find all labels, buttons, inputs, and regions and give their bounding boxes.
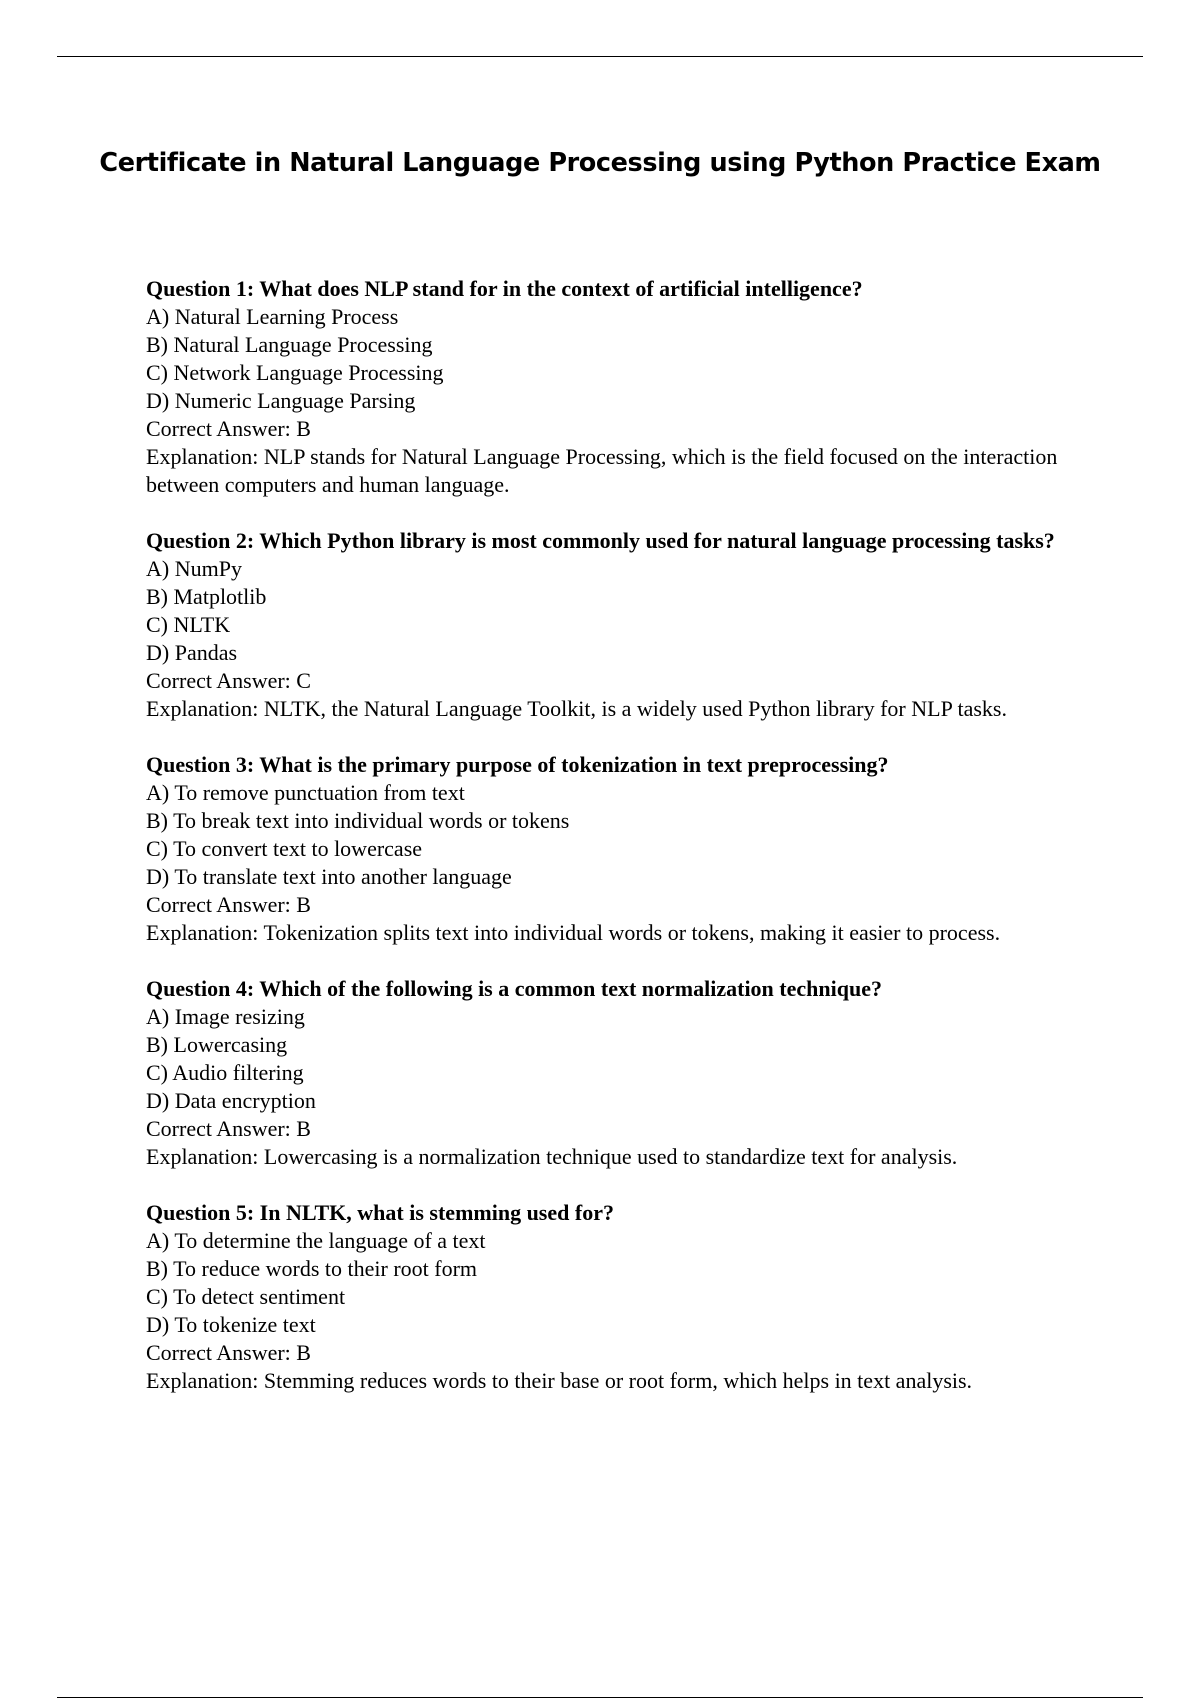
answer-option: C) NLTK — [146, 612, 231, 637]
question-block-1 — [146, 275, 1096, 499]
question-heading: Question 5: In NLTK, what is stemming used for? — [146, 1200, 614, 1225]
answer-option: C) To detect sentiment — [146, 1284, 346, 1309]
question-heading: Question 1: What does NLP stand for in the context of artificial intelligence? — [146, 276, 863, 301]
document-title: Certificate in Natural Language Processing using Python Practice Exam — [99, 148, 1101, 178]
correct-answer: Correct Answer: C — [146, 668, 311, 693]
question-block-4 — [146, 975, 1096, 1171]
answer-option: A) Image resizing — [146, 1004, 305, 1029]
answer-option: D) Pandas — [146, 640, 238, 665]
correct-answer: Correct Answer: B — [146, 892, 311, 917]
question-block-5 — [146, 1199, 1096, 1395]
question-block-3 — [146, 751, 1096, 947]
explanation: Explanation: NLP stands for Natural Language Processing, which is the field focused on the interaction between computers and human language. — [146, 444, 1058, 497]
question-heading: Question 4: Which of the following is a common text normalization technique? — [146, 976, 882, 1001]
question-block-2 — [146, 527, 1096, 723]
answer-option: B) To break text into individual words or tokens — [146, 808, 570, 833]
answer-option: D) Numeric Language Parsing — [146, 388, 416, 413]
answer-option: D) To tokenize text — [146, 1312, 316, 1337]
header-divider — [57, 56, 1143, 57]
question-list — [146, 275, 1096, 1423]
correct-answer: Correct Answer: B — [146, 1116, 311, 1141]
answer-option: A) Natural Learning Process — [146, 304, 399, 329]
answer-option: C) Network Language Processing — [146, 360, 444, 385]
answer-option: B) To reduce words to their root form — [146, 1256, 478, 1281]
explanation: Explanation: Stemming reduces words to their base or root form, which helps in text analysis. — [146, 1368, 973, 1393]
explanation: Explanation: Tokenization splits text into individual words or tokens, making it easier to process. — [146, 920, 1001, 945]
question-heading: Question 3: What is the primary purpose of tokenization in text preprocessing? — [146, 752, 889, 777]
answer-option: B) Lowercasing — [146, 1032, 288, 1057]
answer-option: A) To determine the language of a text — [146, 1228, 486, 1253]
correct-answer: Correct Answer: B — [146, 416, 311, 441]
explanation: Explanation: Lowercasing is a normalization technique used to standardize text for analysis. — [146, 1144, 958, 1169]
question-heading: Question 2: Which Python library is most commonly used for natural language processing tasks? — [146, 528, 1055, 553]
correct-answer: Correct Answer: B — [146, 1340, 311, 1365]
answer-option: B) Natural Language Processing — [146, 332, 433, 357]
answer-option: C) To convert text to lowercase — [146, 836, 423, 861]
answer-option: C) Audio filtering — [146, 1060, 304, 1085]
answer-option: A) NumPy — [146, 556, 242, 581]
answer-option: A) To remove punctuation from text — [146, 780, 465, 805]
answer-option: D) To translate text into another language — [146, 864, 512, 889]
answer-option: B) Matplotlib — [146, 584, 267, 609]
footer-divider — [57, 1697, 1143, 1698]
explanation: Explanation: NLTK, the Natural Language Toolkit, is a widely used Python library for NLP tasks. — [146, 696, 1007, 721]
answer-option: D) Data encryption — [146, 1088, 316, 1113]
